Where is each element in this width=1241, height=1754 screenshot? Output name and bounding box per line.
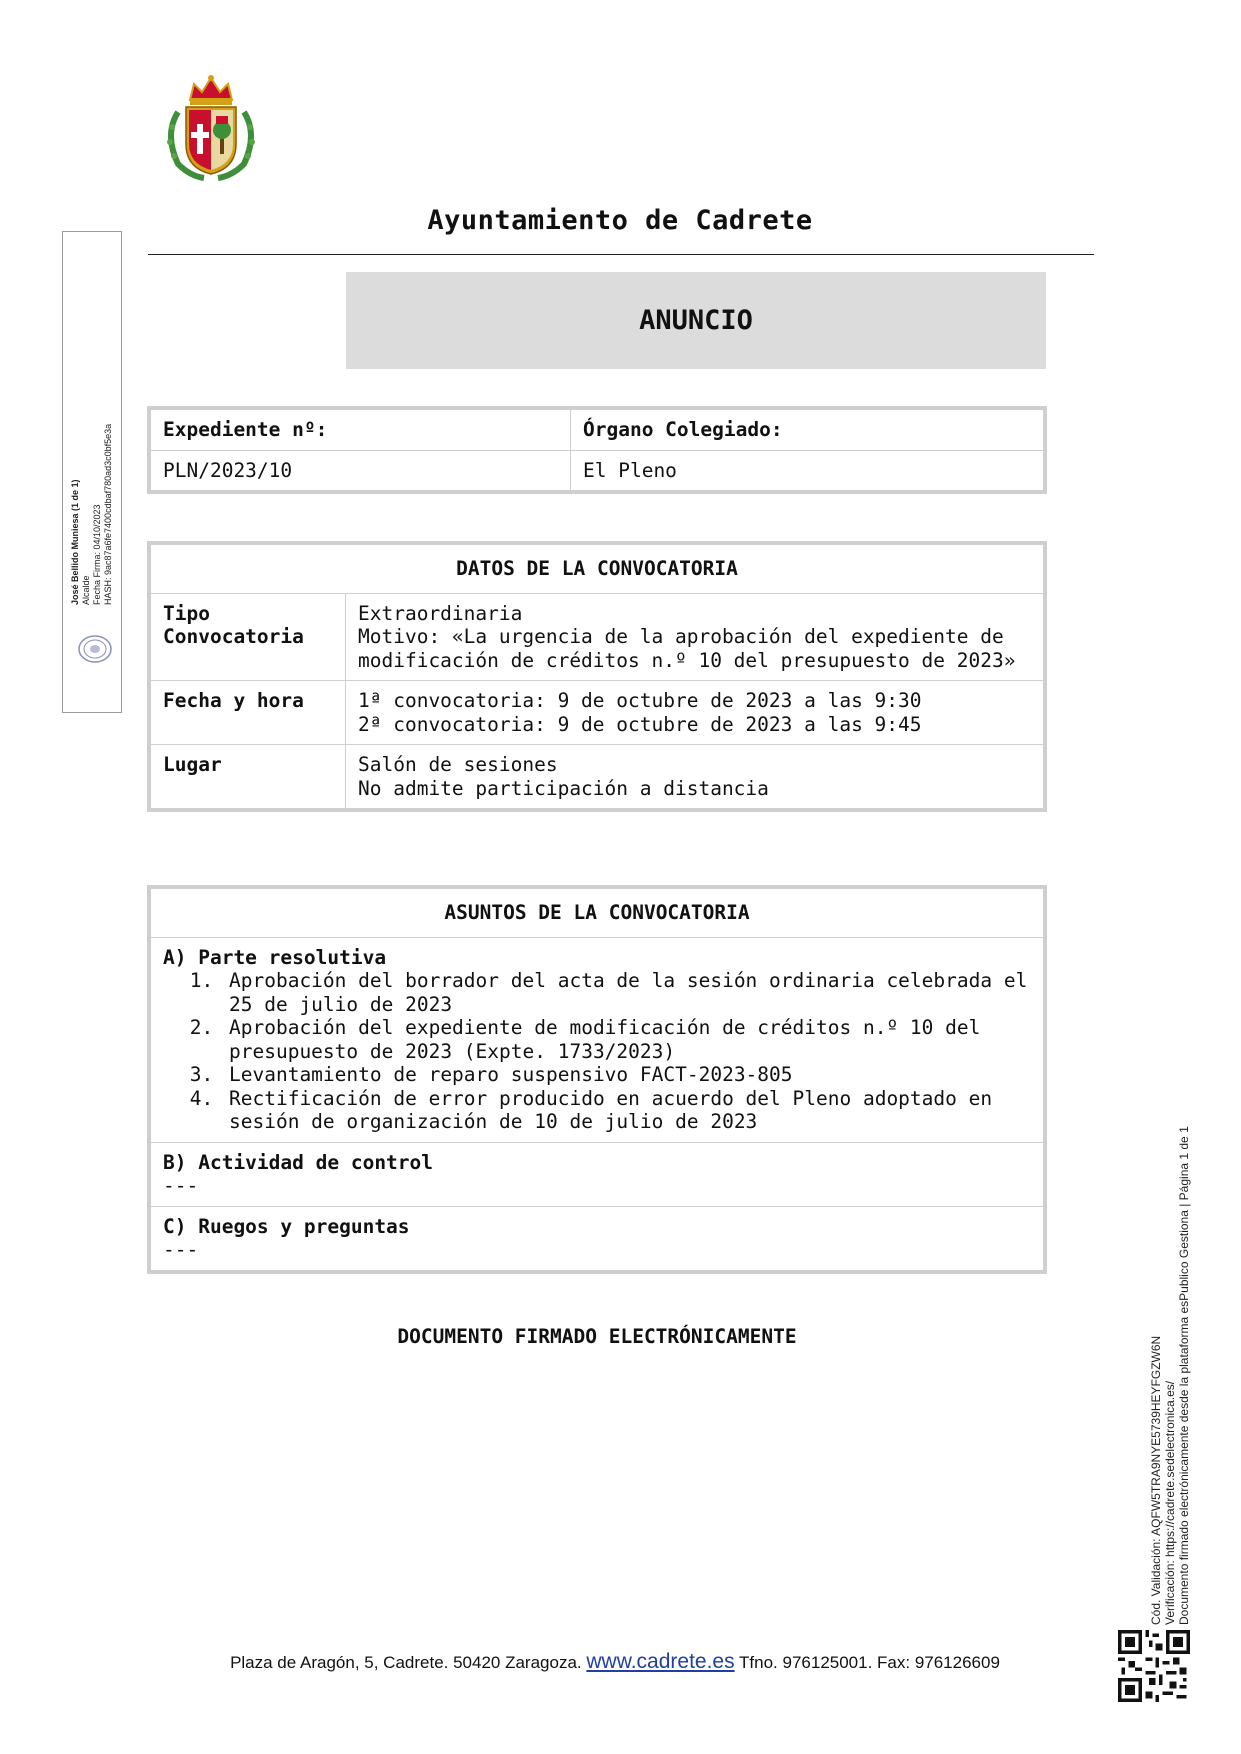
agenda-list xyxy=(163,969,1031,1134)
list-item: 4. Rectificación de error producido en acuerdo del Pleno adoptado en sesión de organización de 10 de julio de 2023 xyxy=(225,1087,1031,1134)
section-body: --- xyxy=(163,1238,199,1261)
platform-notice: Documento firmado electrónicamente desde la plataforma esPublico Gestiona | Página 1 de 1 xyxy=(1177,1126,1191,1625)
table-row xyxy=(151,1206,1044,1270)
row-value xyxy=(346,593,1044,681)
table-row xyxy=(151,889,1044,938)
header-divider xyxy=(148,254,1094,255)
table-row xyxy=(151,593,1044,681)
signed-notice: DOCUMENTO FIRMADO ELECTRÓNICAMENTE xyxy=(397,1325,797,1348)
footer-contact: Tfno. 976125001. Fax: 976126609 xyxy=(739,1653,1000,1672)
coat-of-arms-logo xyxy=(160,72,262,184)
signer-role: Alcalde xyxy=(81,575,91,605)
organization-title: Ayuntamiento de Cadrete xyxy=(427,205,813,236)
section-heading: A) Parte resolutiva xyxy=(163,945,387,969)
row-label: Lugar xyxy=(151,745,346,809)
expediente-table xyxy=(147,406,1047,494)
verification-url: Verificación: https://cadrete.sedelectronica.es/ xyxy=(1163,1380,1177,1625)
table-row xyxy=(151,545,1044,594)
banner-title: ANUNCIO xyxy=(639,305,753,336)
signer-name: José Bellido Muniesa (1 de 1) xyxy=(70,479,80,605)
agenda-table xyxy=(147,885,1047,1274)
row-label: Tipo Convocatoria xyxy=(151,593,346,681)
value-line: 1ª convocatoria: 9 de octubre de 2023 a las 9:30 xyxy=(358,689,922,712)
website-link[interactable]: www.cadrete.es xyxy=(586,1650,735,1673)
list-item: 2. Aprobación del expediente de modificación de créditos n.º 10 del presupuesto de 2023 (Expte. 1733/2023) xyxy=(225,1016,1031,1063)
seal-icon xyxy=(77,634,113,664)
agenda-section-b xyxy=(151,1142,1044,1206)
agenda-section-c xyxy=(151,1206,1044,1270)
signature-date: Fecha Firma: 04/10/2023 xyxy=(92,504,102,605)
value-line: 2ª convocatoria: 9 de octubre de 2023 a las 9:45 xyxy=(358,712,922,736)
qr-code-icon xyxy=(1118,1630,1190,1702)
signature-hash: HASH: 9ac87a6fe7400cdbaf780ad3c0bf5e3a xyxy=(103,423,113,605)
table-row xyxy=(151,410,1044,451)
list-item: 1. Aprobación del borrador del acta de la sesión ordinaria celebrada el 25 de julio de 2023 xyxy=(225,969,1031,1016)
agenda-section-a xyxy=(151,937,1044,1142)
organo-value: El Pleno xyxy=(571,450,1044,491)
section-heading: B) Actividad de control xyxy=(163,1150,434,1174)
section-title: DATOS DE LA CONVOCATORIA xyxy=(151,545,1044,594)
announcement-banner xyxy=(346,272,1046,369)
section-title: ASUNTOS DE LA CONVOCATORIA xyxy=(151,889,1044,938)
section-heading: C) Ruegos y preguntas xyxy=(163,1214,410,1238)
value-line: No admite participación a distancia xyxy=(358,776,769,800)
convocatoria-data-table xyxy=(147,541,1047,812)
footer-address: Plaza de Aragón, 5, Cadrete. 50420 Zaragoza. xyxy=(230,1653,582,1672)
value-line: Extraordinaria xyxy=(358,601,523,625)
list-item: 3. Levantamiento de reparo suspensivo FACT-2023-805 xyxy=(225,1063,1031,1087)
value-line: Salón de sesiones xyxy=(358,753,558,776)
signature-stamp-text xyxy=(70,355,114,605)
validation-info xyxy=(1149,1095,1191,1625)
value-line: Motivo: «La urgencia de la aprobación del expediente de modificación de créditos n.º 10 del presupuesto de 2023» xyxy=(358,625,1016,672)
footer xyxy=(150,1650,1080,1674)
table-row xyxy=(151,681,1044,745)
table-row xyxy=(151,937,1044,1142)
organo-label: Órgano Colegiado: xyxy=(571,410,1044,451)
table-row xyxy=(151,450,1044,491)
expediente-label: Expediente nº: xyxy=(151,410,571,451)
row-value xyxy=(346,681,1044,745)
expediente-value: PLN/2023/10 xyxy=(151,450,571,491)
row-value xyxy=(346,745,1044,809)
table-row xyxy=(151,745,1044,809)
section-body: --- xyxy=(163,1174,199,1197)
table-row xyxy=(151,1142,1044,1206)
validation-code: Cód. Validación: AQFW5TRA9NYE5739HEYFGZW6N xyxy=(1149,1335,1163,1625)
row-label: Fecha y hora xyxy=(151,681,346,745)
